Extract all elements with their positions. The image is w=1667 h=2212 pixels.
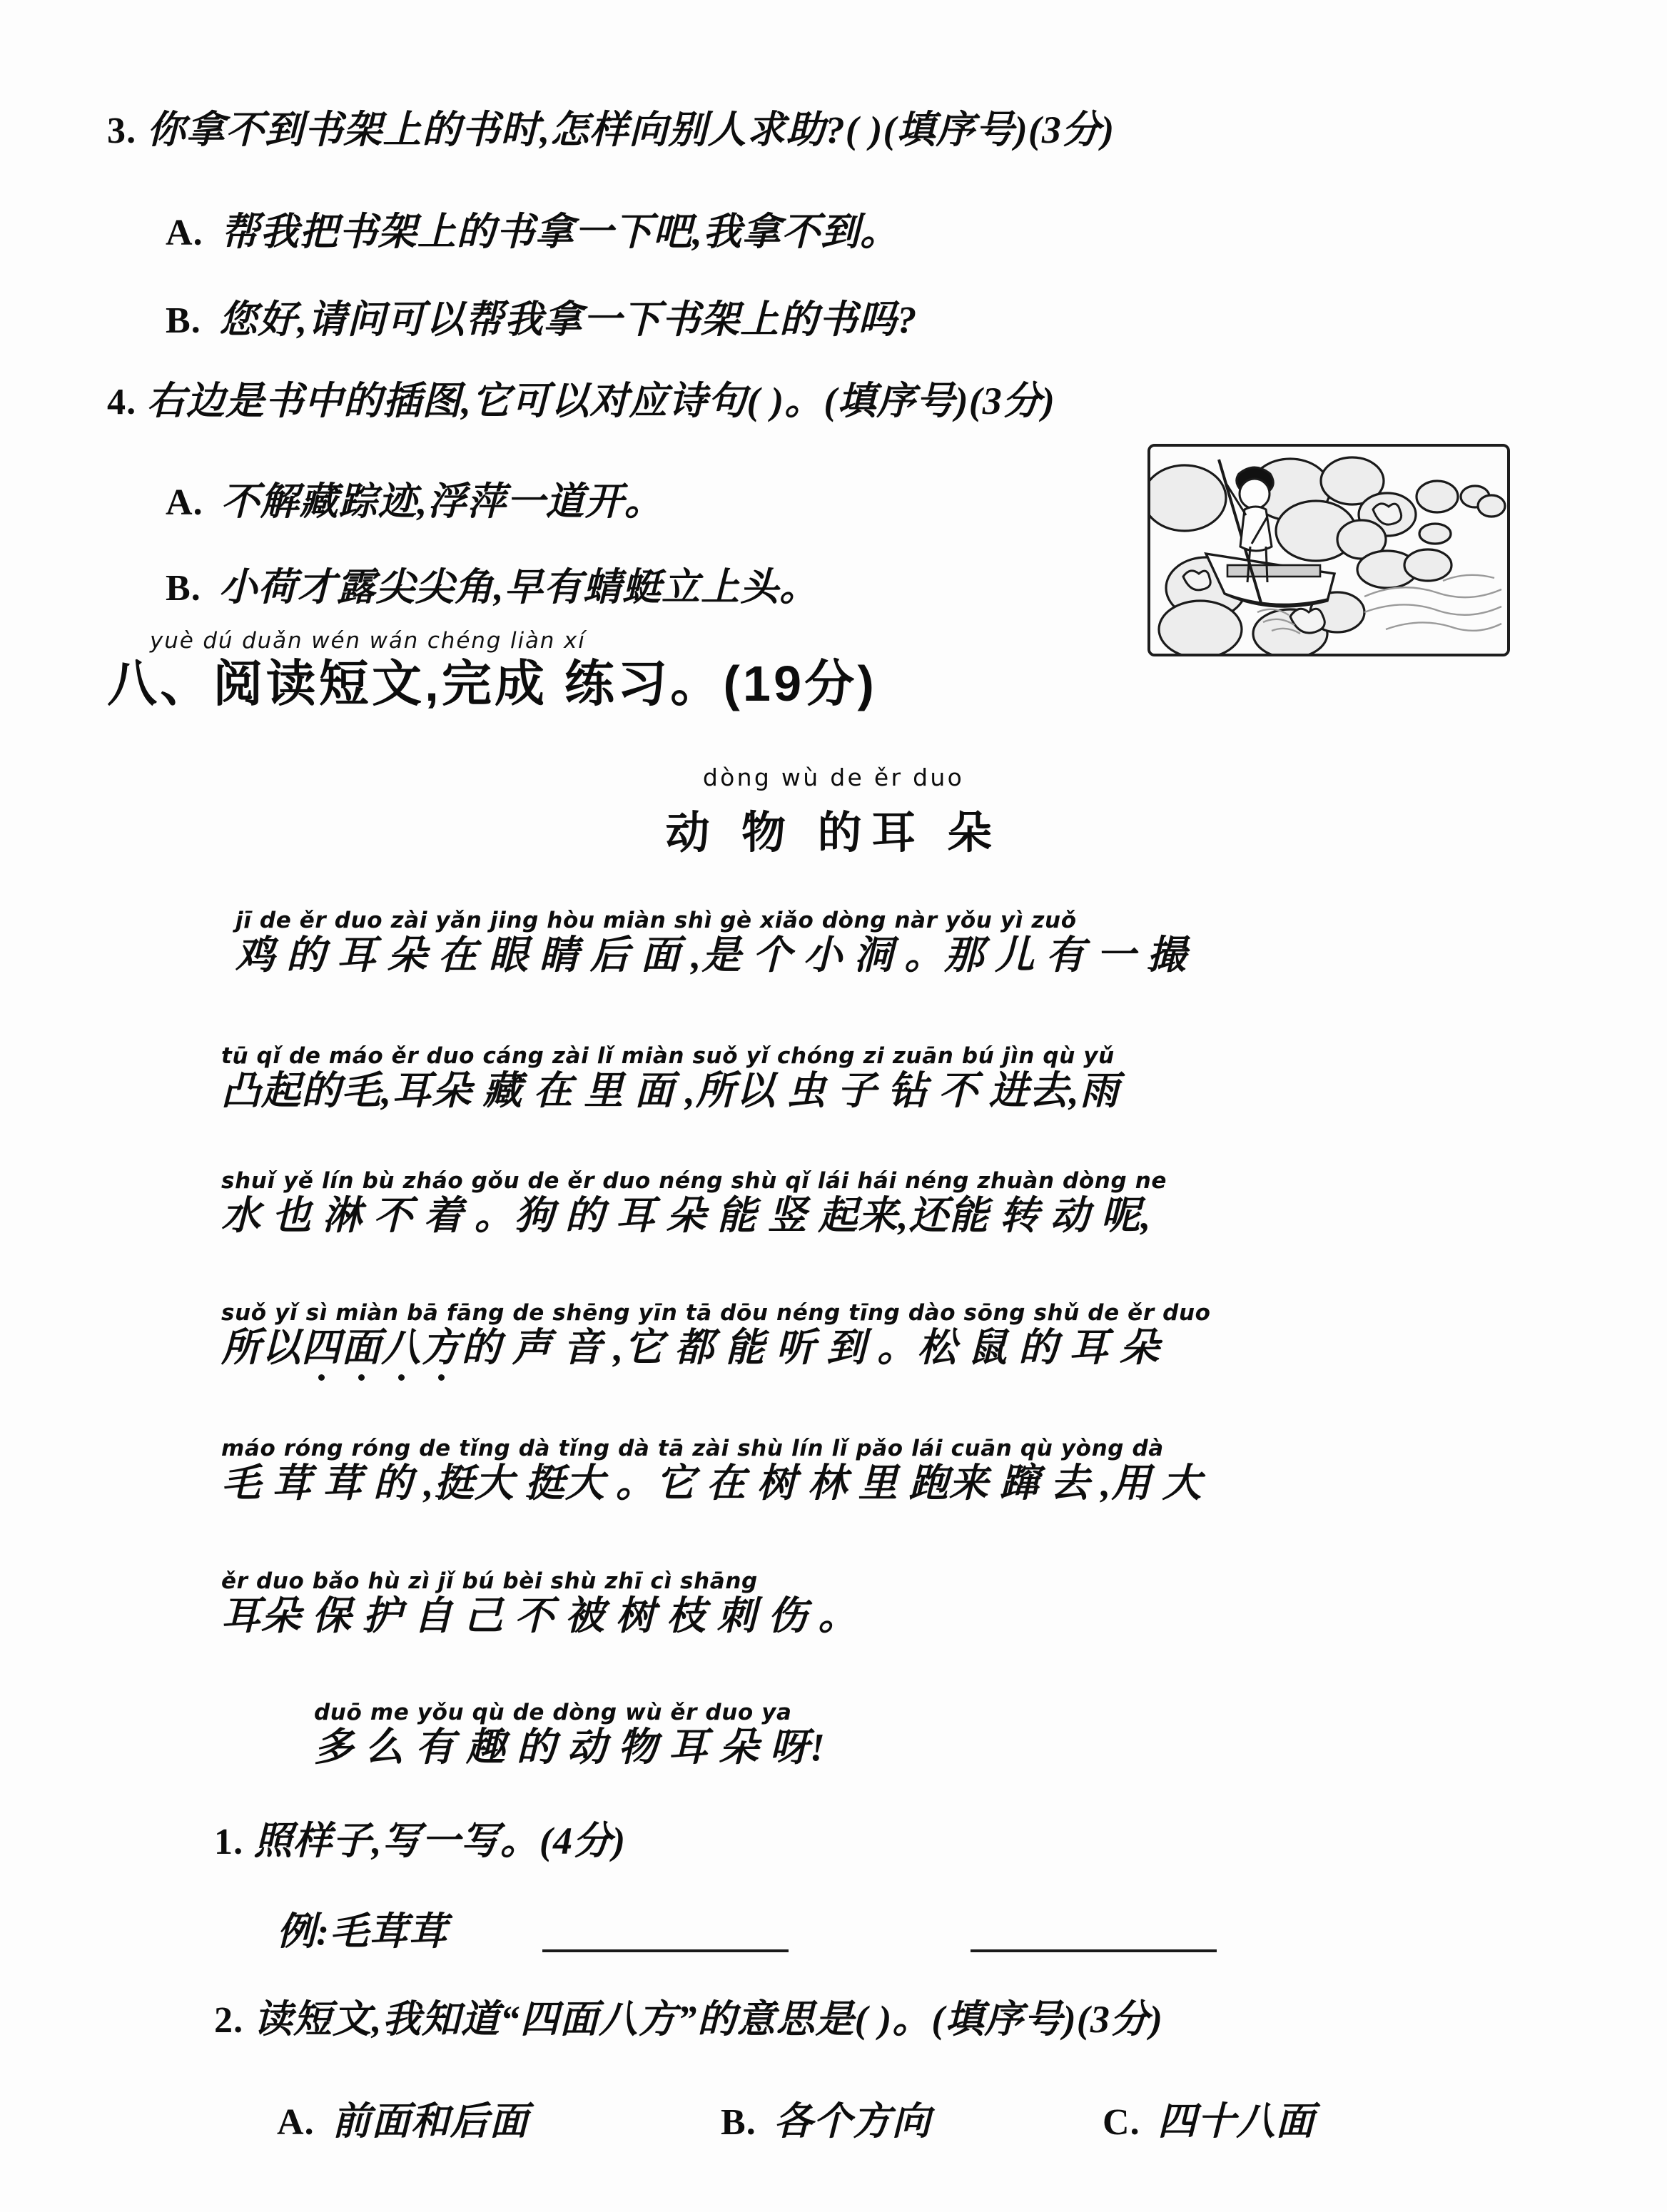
option-letter: A. [166,213,203,253]
option-text: 四十八面 [1157,2100,1315,2143]
emphasis-char: 四 [301,1326,342,1369]
article-title-block [0,763,1667,861]
question-3-option-a[interactable] [166,201,899,256]
question-3 [107,108,1115,151]
passage-line-4 [221,1300,1211,1369]
line4-suffix: 的 声 音 ,它 都 能 听 到 。松 鼠 的 耳 朵 [461,1326,1160,1369]
option-text: 前面和后面 [332,2100,529,2143]
passage-line-5-hanzi: 毛 茸 茸 的 ,挺大 挺大 。它 在 树 林 里 跑来 蹿 去 ,用 大 [221,1461,1202,1505]
option-text: 不解藏踪迹,浮萍一道开。 [221,480,664,523]
option-text: 您好,请问可以帮我拿一下书架上的书吗? [218,298,918,341]
passage-line-1 [235,908,1187,976]
option-letter: B. [166,300,201,341]
emphasis-char: 面 [341,1326,382,1369]
passage-line-4-hanzi [221,1327,1211,1369]
option-letter: A. [166,482,203,523]
passage-line-4-pinyin: suǒ yǐ sì miàn bā fāng de shēng yīn tā dōu néng tīng dào sōng shǔ de ěr duo [221,1300,1211,1326]
question-2-option-c[interactable] [1103,2091,1315,2146]
question-2-option-b[interactable] [721,2091,931,2146]
question-4-text: 右边是书中的插图,它可以对应诗句( )。(填序号)(3分) [146,380,1055,422]
question-4-number: 4. [107,382,137,422]
emphasis-char: 方 [421,1326,462,1369]
question-2-option-a[interactable] [277,2091,529,2146]
passage-line-5 [221,1436,1202,1504]
option-letter: C. [1103,2102,1140,2143]
option-text: 各个方向 [774,2100,931,2143]
bottom-question-2-text: 读短文,我知道“四面八方”的意思是( )。(填序号)(3分) [253,1998,1164,2041]
passage-line-3 [221,1168,1167,1237]
question-3-option-b[interactable] [166,289,917,344]
passage-line-5-pinyin: máo róng róng de tǐng dà tǐng dà tā zài shù lín lǐ pǎo lái cuān qù yòng dà [221,1436,1164,1461]
question-4-option-a[interactable] [166,471,664,526]
option-text: 帮我把书架上的书拿一下吧,我拿不到。 [221,210,900,253]
option-text: 小荷才露尖尖角,早有蜻蜓立上头。 [218,566,819,609]
passage-closing-pinyin: duō me yǒu qù de dòng wù ěr duo ya [314,1700,792,1725]
question-3-number: 3. [107,111,137,151]
option-letter: A. [277,2102,315,2143]
bottom-question-2 [214,2000,1163,2039]
example-label: 例:毛茸茸 [277,1910,448,1953]
passage-line-6-hanzi: 耳朵 保 护 自 己 不 被 树 枝 刺 伤 。 [221,1594,858,1638]
passage-closing-hanzi: 多 么 有 趣 的 动 物 耳 朵 呀! [314,1725,826,1769]
passage-line-6 [221,1568,858,1637]
passage-line-2-hanzi: 凸起的毛,耳朵 藏 在 里 面 ,所以 虫 子 钻 不 进去,雨 [221,1069,1120,1112]
article-title-pinyin: dòng wù de ěr duo [702,763,965,791]
answer-blank-1[interactable] [542,1949,789,1952]
emphasis-four-directions [301,1326,461,1369]
bottom-question-2-number: 2. [214,2000,244,2041]
question-3-text: 你拿不到书架上的书时,怎样向别人求助?( )(填序号)(3分) [146,108,1115,151]
question-4-option-b[interactable] [166,557,819,612]
lotus-boat-illustration [1147,444,1510,656]
section-eight-heading [107,628,877,711]
bottom-question-1-text: 照样子,写一写。(4分) [253,1820,627,1862]
passage-line-1-pinyin: jī de ěr duo zài yǎn jing hòu miàn shì gè xiǎo dòng nàr yǒu yì zuǒ [235,908,1077,933]
question-4 [107,382,1055,421]
emphasis-char: 八 [381,1326,422,1369]
passage-line-2 [221,1043,1120,1112]
illustration-drawing [1150,447,1507,654]
option-letter: B. [166,568,201,609]
passage-line-6-pinyin: ěr duo bǎo hù zì jǐ bú bèi shù zhī cì shāng [221,1568,758,1594]
bottom-question-1 [214,1822,626,1861]
passage-line-2-pinyin: tū qǐ de máo ěr duo cáng zài lǐ miàn suǒ yǐ chóng zi zuān bú jìn qù yǔ [221,1043,1115,1069]
question-1-example [277,1912,447,1951]
section-heading-title: 八、阅读短文,完成 练习。(19分) [107,656,877,711]
line4-prefix: 所以 [221,1326,302,1369]
option-letter: B. [721,2102,756,2143]
passage-closing-line [314,1700,826,1768]
passage-line-3-hanzi: 水 也 淋 不 着 。狗 的 耳 朵 能 竖 起来,还能 转 动 呢, [221,1194,1152,1237]
bottom-question-1-number: 1. [214,1822,244,1862]
passage-line-1-hanzi: 鸡 的 耳 朵 在 眼 睛 后 面 ,是 个 小 洞 。那 儿 有 一 撮 [235,933,1187,977]
answer-blank-2[interactable] [971,1949,1217,1952]
section-heading-pinyin: yuè dú duǎn wén wán chéng liàn xí [150,628,586,654]
article-title: 动 物 的耳 朵 [665,808,1002,858]
passage-line-3-pinyin: shuǐ yě lín bù zháo gǒu de ěr duo néng shù qǐ lái hái néng zhuàn dòng ne [221,1168,1167,1194]
